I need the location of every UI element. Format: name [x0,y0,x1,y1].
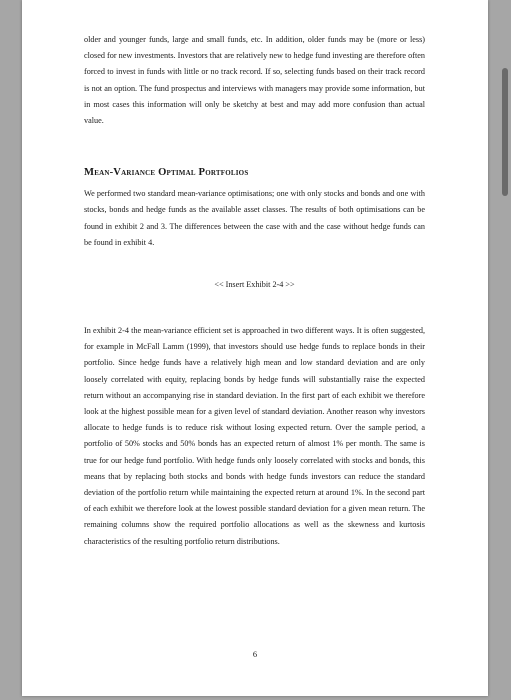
page-number: 6 [252,650,258,659]
document-page [22,0,488,696]
paragraph-efficient-set: In exhibit 2-4 the mean-variance efficient set is approached in two different ways. It is often suggested, for example in McFall Lamm (1999), that investors should use hedge funds to replace bonds in their portfolio. Since hedge funds have a relatively high mean and low standard deviation and are only loosely correlated with equity, replacing bonds by hedge funds will substantially raise the expected return without an accompanying rise in standard deviation. In the first part of each exhibit we therefore look at the highest possible mean for a given level of standard deviation. Another reason why investors allocate to hedge funds is to reduce risk without losing expected return. Over the sample period, a portfolio of 50% stocks and 50% bonds has an expected return of almost 1% per month. The same is true for our hedge fund portfolio. With hedge funds only loosely correlated with stocks and bonds, this means that by replacing both stocks and bonds with hedge funds investors can reduce the standard deviation of the portfolio return while maintaining the expected return at around 1%. In the second part of each exhibit we therefore look at the lowest possible standard deviation for a given mean return. The remaining columns show the required portfolio allocations as well as the skewness and kurtosis characteristics of the resulting portfolio return distributions. [84,326,425,546]
section-heading: Mean-Variance Optimal Portfolios [84,167,249,179]
vertical-scrollbar[interactable] [502,68,508,196]
insert-exhibit-note: << Insert Exhibit 2-4 >> [214,280,295,290]
page-content [84,32,425,550]
paragraph-intro: older and younger funds, large and small funds, etc. In addition, older funds may be (more or less) closed for new investments. Investors that are relatively new to hedge fund investing are therefore often forced to invest in funds with little or no track record. If so, selecting funds based on their track record is not an option. The fund prospectus and interviews with managers may provide some information, but in most cases this information will only be sketchy at best and may add more confusion than actual value. [84,35,425,126]
paragraph-optimisations: We performed two standard mean-variance optimisations; one with only stocks and bonds and one with stocks, bonds and hedge funds as the available asset classes. The results of both optimisations can be found in exhibit 2 and 3. The differences between the case with and the case without hedge funds can be found in exhibit 4. [84,189,425,247]
